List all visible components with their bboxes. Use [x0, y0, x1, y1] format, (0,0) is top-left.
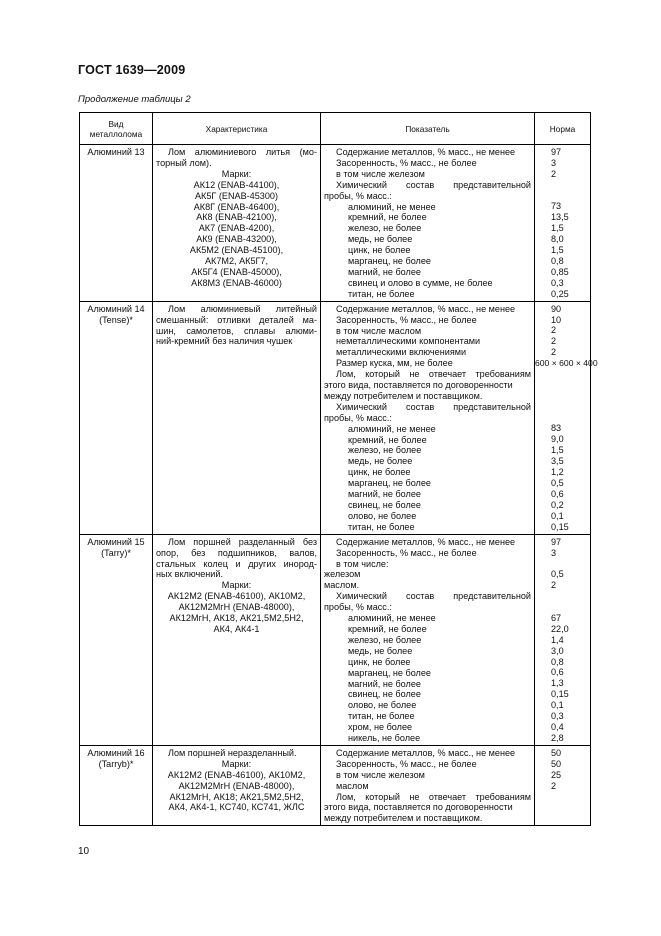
grade-line: АК9 (ENAB-43200), [196, 234, 277, 245]
norm-value: 90 [551, 303, 562, 314]
norm-value: 0,8 [551, 656, 564, 667]
norm-value: 0,1 [551, 700, 564, 711]
scrap-type-cell [80, 301, 153, 534]
indicator-line: этого вида, поставляется по договоренности [324, 802, 513, 813]
indicator-line: алюминий, не менее [348, 613, 436, 624]
norm-value [535, 413, 587, 424]
grade-line: АК7М2, АК5Г7, [204, 256, 269, 267]
norm-value: 0,5 [551, 569, 564, 580]
indicator-line: кремний, не более [348, 623, 427, 634]
scrap-table [79, 112, 598, 826]
characteristic-line: ных включений. [156, 569, 223, 580]
indicator-line: Содержание металлов, % масс., не менее [336, 147, 516, 157]
indicator-line: железо, не более [348, 445, 422, 456]
grades-label: Марки: [221, 758, 252, 769]
norm-value: 97 [551, 536, 562, 547]
indicator-line: пробы, % масс.: [324, 602, 392, 613]
indicator-cell [321, 301, 535, 534]
grade-line: АК12МгН, АК18; АК21,5М2,5Н2, [169, 791, 304, 802]
table-row [80, 301, 591, 534]
header-type: Вид металлолома [80, 113, 153, 145]
characteristic-line: шин, самолетов, сплавы алюми- [156, 325, 317, 336]
characteristic-line: торный лом). [156, 157, 212, 168]
scrap-type-code: (Tarry)* [101, 547, 131, 558]
norm-value: 2 [551, 580, 557, 591]
norm-value: 1,5 [551, 223, 564, 234]
norm-value: 1,5 [551, 445, 564, 456]
grade-line: АК8 (ENAB-42100), [196, 212, 277, 223]
characteristic-line: Лом алюминиевого литья (мо- [168, 147, 317, 157]
norm-value: 0,1 [551, 510, 564, 521]
norm-value: 10 [551, 314, 562, 325]
indicator-line: Засоренность, % масс., не более [336, 758, 477, 769]
indicator-line: никель, не более [348, 733, 421, 744]
indicator-line: Химический состав представительной [336, 179, 531, 190]
norm-value: 97 [551, 147, 562, 157]
norm-value [535, 369, 587, 380]
indicator-line: Содержание металлов, % масс., не менее [336, 536, 516, 547]
norm-value: 83 [551, 423, 562, 434]
norm-value: 3 [551, 547, 557, 558]
characteristic-line: ний-кремний без наличия чушек [156, 336, 293, 347]
indicator-line: железом [324, 569, 361, 580]
indicator-line: цинк, не более [348, 245, 411, 256]
norm-value [535, 191, 587, 202]
indicator-line: марганец, не более [348, 256, 431, 267]
norm-cell [535, 745, 591, 825]
norm-value [535, 602, 587, 613]
norm-value [535, 391, 587, 402]
indicator-line: Засоренность, % масс., не более [336, 547, 477, 558]
indicator-line: алюминий, не менее [348, 423, 436, 434]
grade-line: АК12МгН, АК18, АК21,5М2,5Н2, [169, 613, 304, 624]
characteristic-cell [153, 745, 321, 825]
scrap-type: Алюминий 16 [87, 747, 145, 758]
norm-value [535, 591, 587, 602]
norm-value: 0,85 [551, 266, 569, 277]
indicator-cell [321, 145, 535, 302]
indicator-line: пробы, % масс.: [324, 412, 392, 423]
grade-line: АК7 (ENAB-4200), [198, 223, 275, 234]
norm-value [535, 802, 587, 813]
indicator-line: Лом, который не отвечает требованиям [336, 791, 531, 802]
header-characteristic: Характеристика [153, 113, 321, 145]
scrap-type: Алюминий 14 [87, 303, 145, 314]
table-row [80, 145, 591, 302]
norm-value: 13,5 [551, 212, 569, 223]
indicator-line: цинк, не более [348, 656, 411, 667]
characteristic-line: Лом поршней разделанный без [168, 536, 317, 547]
grade-line: АК5М2 (ENAB-45100), [189, 245, 284, 256]
norm-value: 2 [551, 325, 557, 336]
norm-value: 0,15 [551, 521, 569, 532]
grade-line: АК12М2МгН (ENAB-48000), [178, 602, 295, 613]
norm-value: 2 [551, 347, 557, 358]
table-continuation-caption: Продолжение таблицы 2 [78, 94, 191, 105]
norm-value: 1,5 [551, 245, 564, 256]
indicator-line: марганец, не более [348, 478, 431, 489]
indicator-line: хром, не более [348, 722, 413, 733]
norm-value: 0,6 [551, 667, 564, 678]
norm-cell [535, 534, 591, 745]
scrap-type-code: (Tarryb)* [98, 758, 134, 769]
grade-line: АК12 (ENAB-44100), [193, 179, 280, 190]
indicator-line: в том числе маслом [336, 325, 422, 336]
grade-line: АК5Г4 (ENAB-45000), [191, 266, 282, 277]
norm-value: 3,5 [551, 456, 564, 467]
indicator-line: Содержание металлов, % масс., не менее [336, 747, 516, 758]
norm-value: 73 [551, 201, 562, 212]
header-norm: Норма [535, 113, 591, 145]
indicator-line: между потребителем и поставщиком. [324, 390, 483, 401]
indicator-cell [321, 745, 535, 825]
norm-value: 0,5 [551, 477, 564, 488]
indicator-line: пробы, % масс.: [324, 190, 392, 201]
indicator-line: алюминий, не менее [348, 201, 436, 212]
indicator-line: железо, не более [348, 223, 422, 234]
norm-value: 9,0 [551, 434, 564, 445]
norm-value: 0,4 [551, 721, 564, 732]
indicator-line: между потребителем и поставщиком. [324, 813, 483, 824]
grade-line: АК12М2МгН (ENAB-48000), [178, 780, 295, 791]
indicator-line: маслом. [324, 580, 360, 591]
grade-line: АК4, АК4-1, КС740, КС741, ЖЛС [168, 802, 305, 813]
grades-label: Марки: [221, 168, 252, 179]
characteristic-cell [153, 534, 321, 745]
characteristic-line: Лом поршней неразделанный. [168, 747, 297, 758]
characteristic-cell [153, 145, 321, 302]
indicator-line: Засоренность, % масс., не более [336, 157, 477, 168]
table-header-row [80, 113, 591, 145]
header-indicator: Показатель [321, 113, 535, 145]
norm-value: 1,2 [551, 467, 564, 478]
norm-value: 0,8 [551, 255, 564, 266]
norm-value: 1,3 [551, 678, 564, 689]
norm-value: 0,15 [551, 689, 569, 700]
characteristic-line: стальных колец и других инород- [156, 558, 317, 569]
indicator-line: магний, не более [348, 266, 421, 277]
indicator-line: марганец, не более [348, 667, 431, 678]
scrap-type-cell [80, 745, 153, 825]
norm-value: 1,4 [551, 634, 564, 645]
indicator-line: титан, не более [348, 288, 415, 299]
indicator-line: цинк, не более [348, 467, 411, 478]
norm-value: 2 [551, 780, 557, 791]
characteristic-line: Лом алюминиевый литейный [168, 303, 317, 314]
indicator-line: медь, не более [348, 645, 413, 656]
indicator-line: в том числе железом [336, 168, 425, 179]
indicator-line: в том числе железом [336, 769, 425, 780]
indicator-line: свинец, не более [348, 689, 421, 700]
indicator-line: железо, не более [348, 634, 422, 645]
norm-value: 0,3 [551, 277, 564, 288]
norm-cell [535, 301, 598, 534]
indicator-line: Засоренность, % масс., не более [336, 314, 477, 325]
characteristic-line: опор, без подшипников, валов, [156, 547, 317, 558]
indicator-line: неметаллическими компонентами [336, 336, 481, 347]
indicator-line: Лом, который не отвечает требованиям [336, 369, 531, 380]
grade-line: АК8М3 (ENAB-46000) [191, 277, 282, 288]
norm-cell [535, 145, 591, 302]
document-header: ГОСТ 1639—2009 [78, 63, 186, 77]
indicator-line: медь, не более [348, 234, 413, 245]
indicator-line: титан, не более [348, 521, 415, 532]
scrap-type-cell [80, 534, 153, 745]
grade-line: АК12М2 (ENAB-46100), АК10М2, [167, 769, 306, 780]
norm-value: 0,6 [551, 488, 564, 499]
indicator-line: Содержание металлов, % масс., не менее [336, 303, 516, 314]
norm-value [535, 180, 587, 191]
table-row [80, 534, 591, 745]
indicator-line: магний, не более [348, 678, 421, 689]
grade-line: АК8Г (ENAB-46400), [193, 201, 280, 212]
norm-value: 2 [551, 168, 557, 179]
norm-value: 3 [551, 157, 557, 168]
indicator-line: свинец и олово в сумме, не более [348, 277, 493, 288]
indicator-line: маслом [336, 780, 369, 791]
norm-value: 600 × 600 × 400 [535, 358, 598, 369]
norm-value: 67 [551, 612, 562, 623]
norm-value: 50 [551, 758, 562, 769]
grade-line: АК5Г (ENAB-45300) [194, 190, 278, 201]
indicator-line: Размер куска, мм, не более [336, 358, 453, 369]
norm-value: 25 [551, 769, 562, 780]
norm-value: 0,3 [551, 710, 564, 721]
scrap-type-code: (Tense)* [99, 314, 133, 325]
norm-value: 2,8 [551, 732, 564, 743]
indicator-cell [321, 534, 535, 745]
indicator-line: титан, не более [348, 711, 415, 722]
norm-value [535, 792, 587, 803]
page-number: 10 [78, 846, 90, 857]
characteristic-cell [153, 301, 321, 534]
norm-value [535, 402, 587, 413]
grades-label: Марки: [221, 580, 252, 591]
indicator-line: медь, не более [348, 456, 413, 467]
indicator-line: кремний, не более [348, 434, 427, 445]
scrap-type: Алюминий 13 [87, 147, 145, 157]
indicator-line: олово, не более [348, 700, 417, 711]
norm-value [535, 813, 587, 824]
indicator-line: этого вида, поставляется по договоренности [324, 380, 513, 391]
norm-value: 3,0 [551, 645, 564, 656]
indicator-line: олово, не более [348, 510, 417, 521]
norm-value: 0,25 [551, 288, 569, 299]
scrap-type: Алюминий 15 [87, 536, 145, 547]
characteristic-line: смешанный: отливки деталей ма- [156, 314, 317, 325]
norm-value: 0,2 [551, 499, 564, 510]
indicator-line: свинец, не более [348, 500, 421, 510]
indicator-line: Химический состав представительной [336, 591, 531, 602]
norm-value [535, 559, 587, 570]
indicator-line: кремний, не более [348, 212, 427, 223]
grade-line: АК12М2 (ENAB-46100), АК10М2, [167, 591, 306, 602]
norm-value [535, 380, 587, 391]
indicator-line: Химический состав представительной [336, 401, 531, 412]
indicator-line: металлическими включениями [336, 347, 467, 358]
norm-value: 22,0 [551, 623, 569, 634]
grade-line: АК4, АК4-1 [213, 623, 260, 634]
indicator-line: магний, не более [348, 489, 421, 500]
scrap-type-cell [80, 145, 153, 302]
norm-value: 2 [551, 336, 557, 347]
indicator-line: в том числе: [336, 558, 389, 569]
norm-value: 8,0 [551, 234, 564, 245]
table-row [80, 745, 591, 825]
norm-value: 50 [551, 747, 562, 758]
